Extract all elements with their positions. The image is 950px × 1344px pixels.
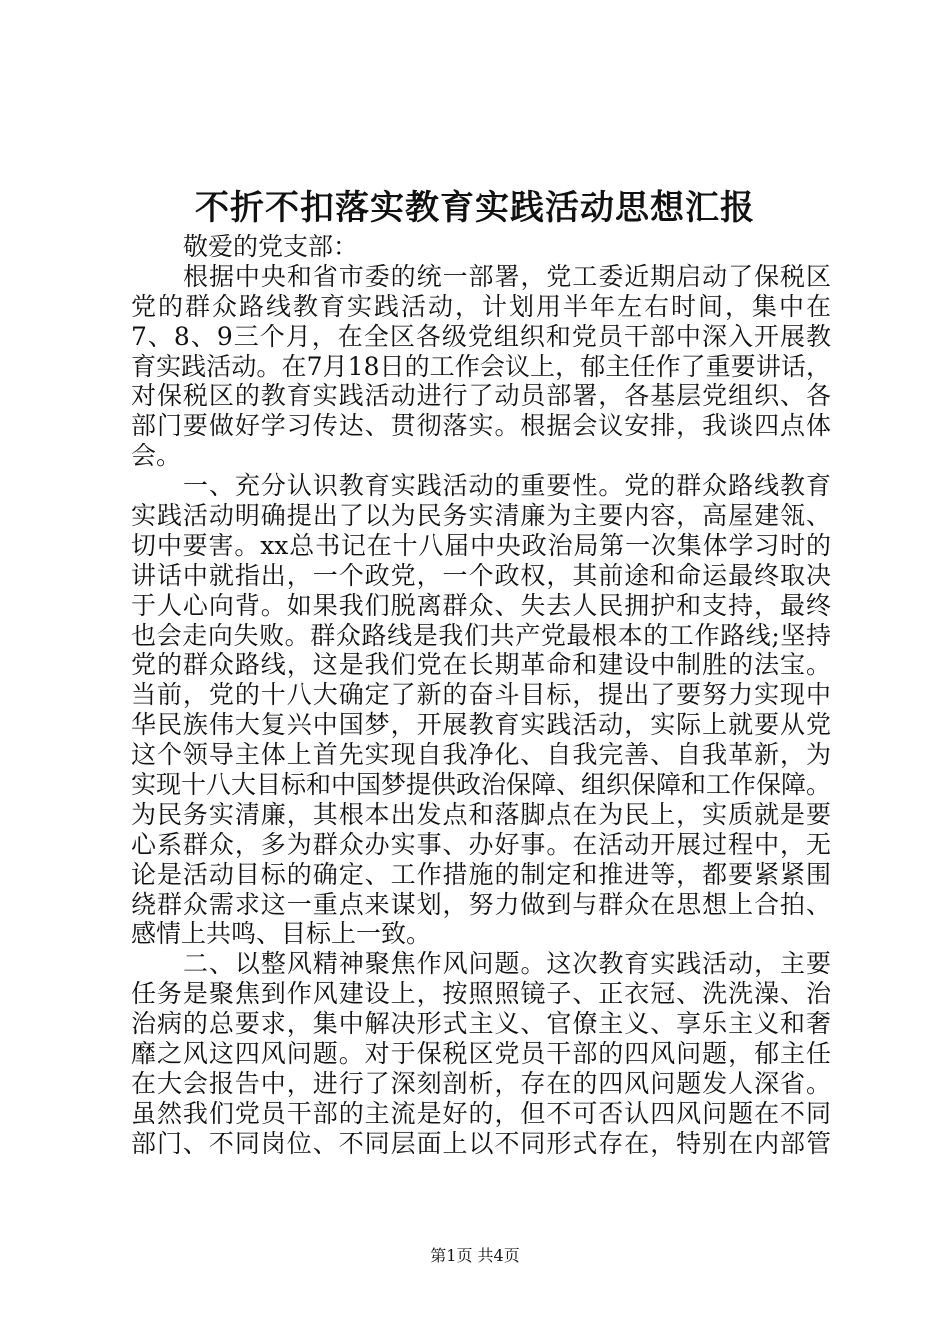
paragraph-line: 二、以整风精神聚焦作风问题。这次教育实践活动，主要	[183, 949, 831, 979]
paragraph-line: 在大会报告中，进行了深刻剖析，存在的四风问题发人深省。	[131, 1068, 831, 1098]
paragraph-line: 感情上共鸣、目标上一致。	[131, 919, 432, 949]
paragraph-line: 这个领导主体上首先实现自我净化、自我完善、自我革新，为	[131, 740, 831, 770]
paragraph-line: 实践活动明确提出了以为民务实清廉为主要内容，高屋建瓴、	[131, 501, 831, 531]
paragraph-line: 育实践活动。在7月18日的工作会议上，郁主任作了重要讲话，	[131, 351, 831, 381]
paragraph-line: 讲话中就指出，一个政党，一个政权，其前途和命运最终取决	[131, 560, 831, 590]
paragraph-line: 于人心向背。如果我们脱离群众、失去人民拥护和支持，最终	[131, 590, 831, 620]
paragraph-line: 任务是聚焦到作风建设上，按照照镜子、正衣冠、洗洗澡、治	[131, 979, 831, 1009]
paragraph-line: 根据中央和省市委的统一部署，党工委近期启动了保税区	[183, 261, 831, 291]
paragraph-line: 党的群众路线教育实践活动，计划用半年左右时间，集中在	[131, 291, 831, 321]
paragraph-line: 实现十八大目标和中国梦提供政治保障、组织保障和工作保障。	[131, 770, 832, 800]
paragraph-line: 治病的总要求，集中解决形式主义、官僚主义、享乐主义和奢	[131, 1009, 831, 1039]
paragraph-line: 部门、不同岗位、不同层面上以不同形式存在，特别在内部管	[131, 1128, 831, 1158]
salutation: 敬爱的党支部：	[183, 232, 359, 261]
paragraph-line: 论是活动目标的确定、工作措施的制定和推进等，都要紧紧围	[131, 859, 831, 889]
paragraph-line: 靡之风这四风问题。对于保税区党员干部的四风问题，郁主任	[131, 1039, 831, 1069]
paragraph-line: 会。	[131, 441, 182, 471]
page-number-footer: 第1页 共4页	[430, 1246, 520, 1265]
paragraph-line: 一、充分认识教育实践活动的重要性。党的群众路线教育	[183, 471, 831, 501]
paragraph-line: 绕群众需求这一重点来谋划，努力做到与群众在思想上合拍、	[131, 889, 831, 919]
paragraph-line: 为民务实清廉，其根本出发点和落脚点在为民上，实质就是要	[131, 799, 831, 829]
paragraph-line: 心系群众，多为群众办实事、办好事。在活动开展过程中，无	[131, 829, 831, 859]
paragraph-line: 7、8、9三个月，在全区各级党组织和党员干部中深入开展教	[131, 321, 831, 351]
paragraph-line: 党的群众路线，这是我们党在长期革命和建设中制胜的法宝。	[131, 650, 831, 680]
paragraph-line: 对保税区的教育实践活动进行了动员部署，各基层党组织、各	[131, 381, 831, 411]
paragraph-line: 也会走向失败。群众路线是我们共产党最根本的工作路线;坚持	[131, 620, 831, 650]
document-body	[131, 232, 831, 1159]
paragraph-line: 部门要做好学习传达、贯彻落实。根据会议安排，我谈四点体	[131, 411, 831, 441]
paragraph-line: 切中要害。xx总书记在十八届中央政治局第一次集体学习时的	[131, 530, 831, 560]
paragraph-line: 虽然我们党员干部的主流是好的，但不可否认四风问题在不同	[131, 1098, 831, 1128]
paragraph-line: 当前，党的十八大确定了新的奋斗目标，提出了要努力实现中	[131, 680, 831, 710]
paragraph-line: 华民族伟大复兴中国梦，开展教育实践活动，实际上就要从党	[131, 710, 831, 740]
document-title: 不折不扣落实教育实践活动思想汇报	[195, 188, 755, 228]
